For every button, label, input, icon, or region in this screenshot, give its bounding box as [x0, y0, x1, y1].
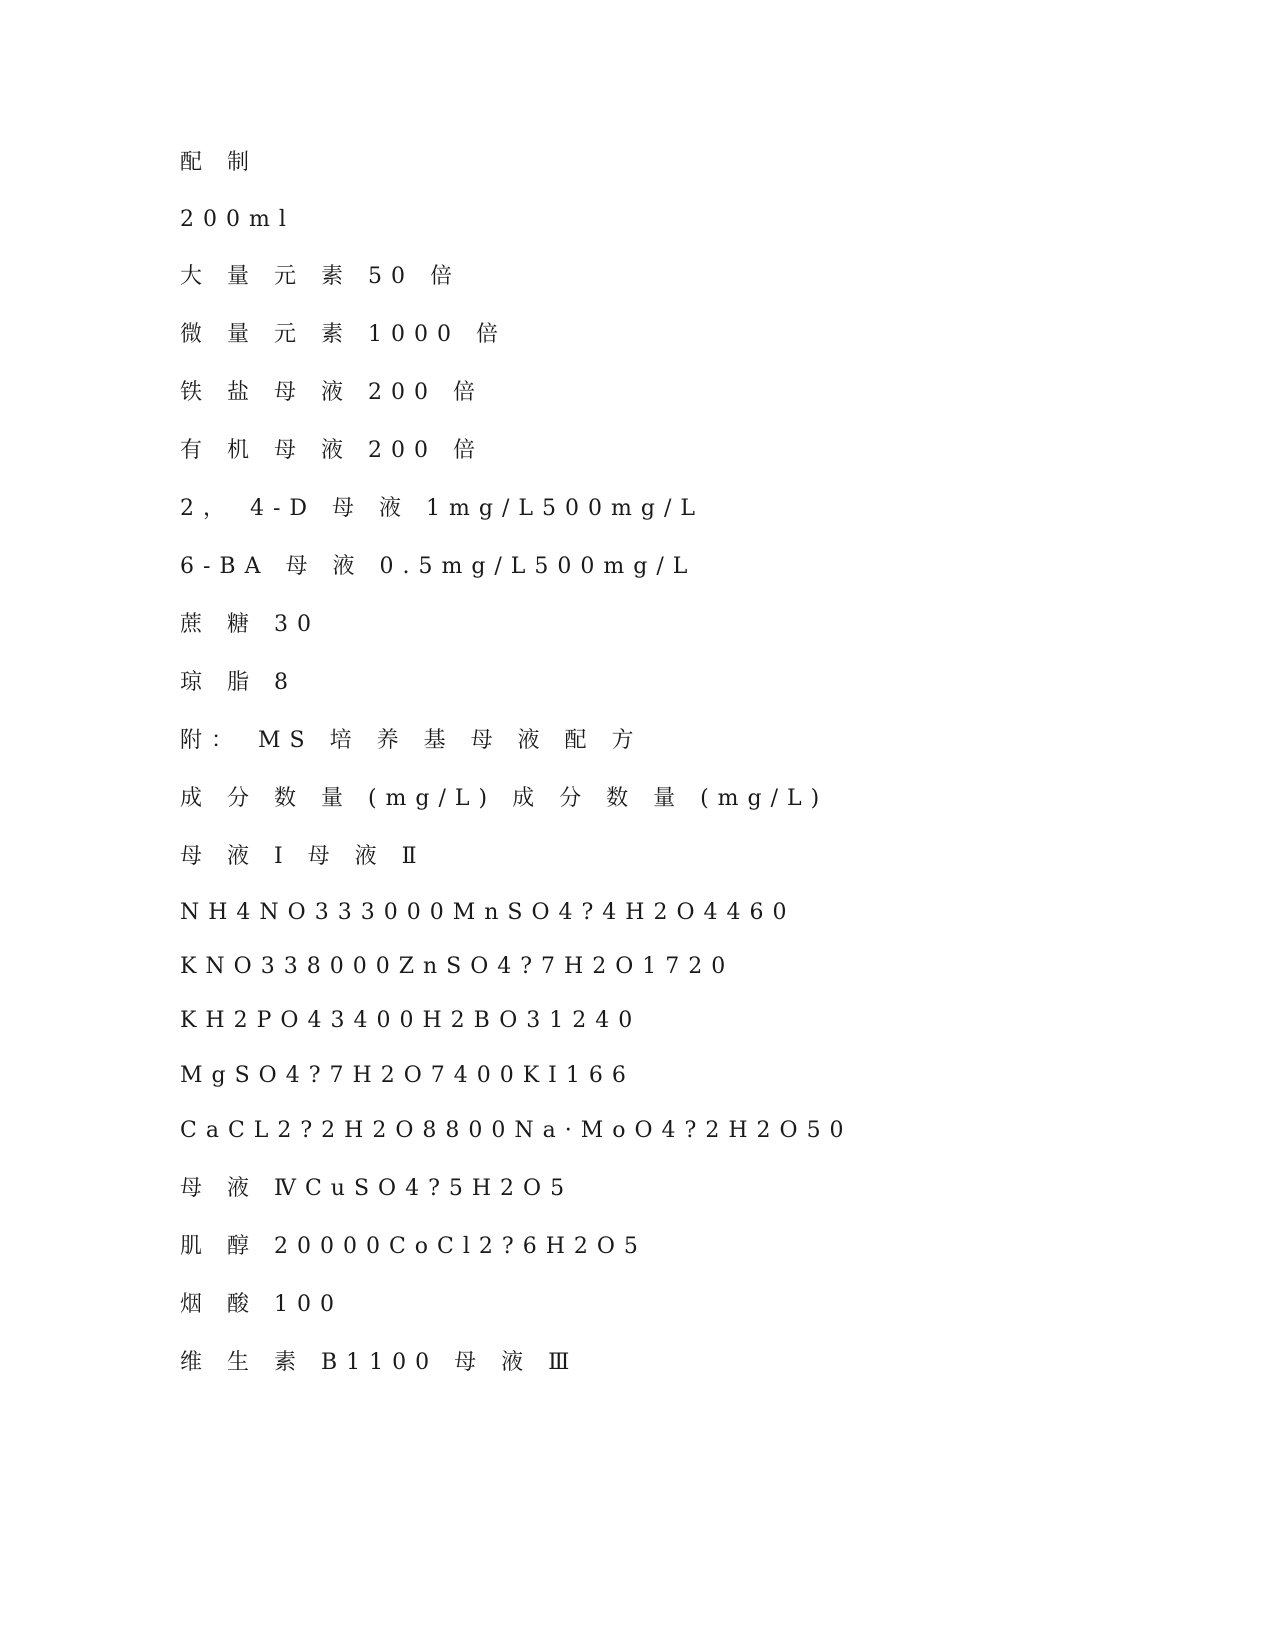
text-line: 烟 酸 100 — [180, 1292, 343, 1317]
text-line: 成 分 数 量 (mg/L) 成 分 数 量 (mg/L) — [180, 786, 829, 811]
text-line: 琼 脂 8 — [180, 670, 297, 695]
text-line: 肌 醇 20000CoCl2?6H2O5 — [180, 1234, 647, 1259]
text-line: KH2PO43400H2BO31240 — [180, 1008, 642, 1033]
text-line: 蔗 糖 30 — [180, 612, 320, 637]
text-line: 6-BA 母 液 0.5mg/L500mg/L — [180, 554, 697, 579]
text-line: 铁 盐 母 液 200 倍 — [180, 380, 484, 405]
text-line: 微 量 元 素 1000 倍 — [180, 322, 507, 347]
text-line: 附： MS 培 养 基 母 液 配 方 — [180, 728, 643, 753]
text-line: 有 机 母 液 200 倍 — [180, 438, 484, 463]
text-line: CaCL2?2H2O8800Na·MoO4?2H2O50 — [180, 1118, 853, 1143]
text-line: MgSO4?7H2O7400KI166 — [180, 1063, 635, 1088]
text-line: 200ml — [180, 207, 295, 232]
text-line: 维 生 素 B1100 母 液 Ⅲ — [180, 1350, 579, 1375]
text-line: KNO338000ZnSO4?7H2O1720 — [180, 954, 735, 979]
text-line: 母 液 Ⅰ 母 液 Ⅱ — [180, 844, 426, 869]
text-line: 母 液 ⅣCuSO4?5H2O5 — [180, 1176, 574, 1201]
text-line: 2， 4-D 母 液 1mg/L500mg/L — [180, 496, 704, 521]
text-line: NH4NO333000MnSO4?4H2O4460 — [180, 900, 796, 925]
text-line: 配 制 — [180, 150, 258, 175]
text-line: 大 量 元 素 50 倍 — [180, 264, 461, 289]
